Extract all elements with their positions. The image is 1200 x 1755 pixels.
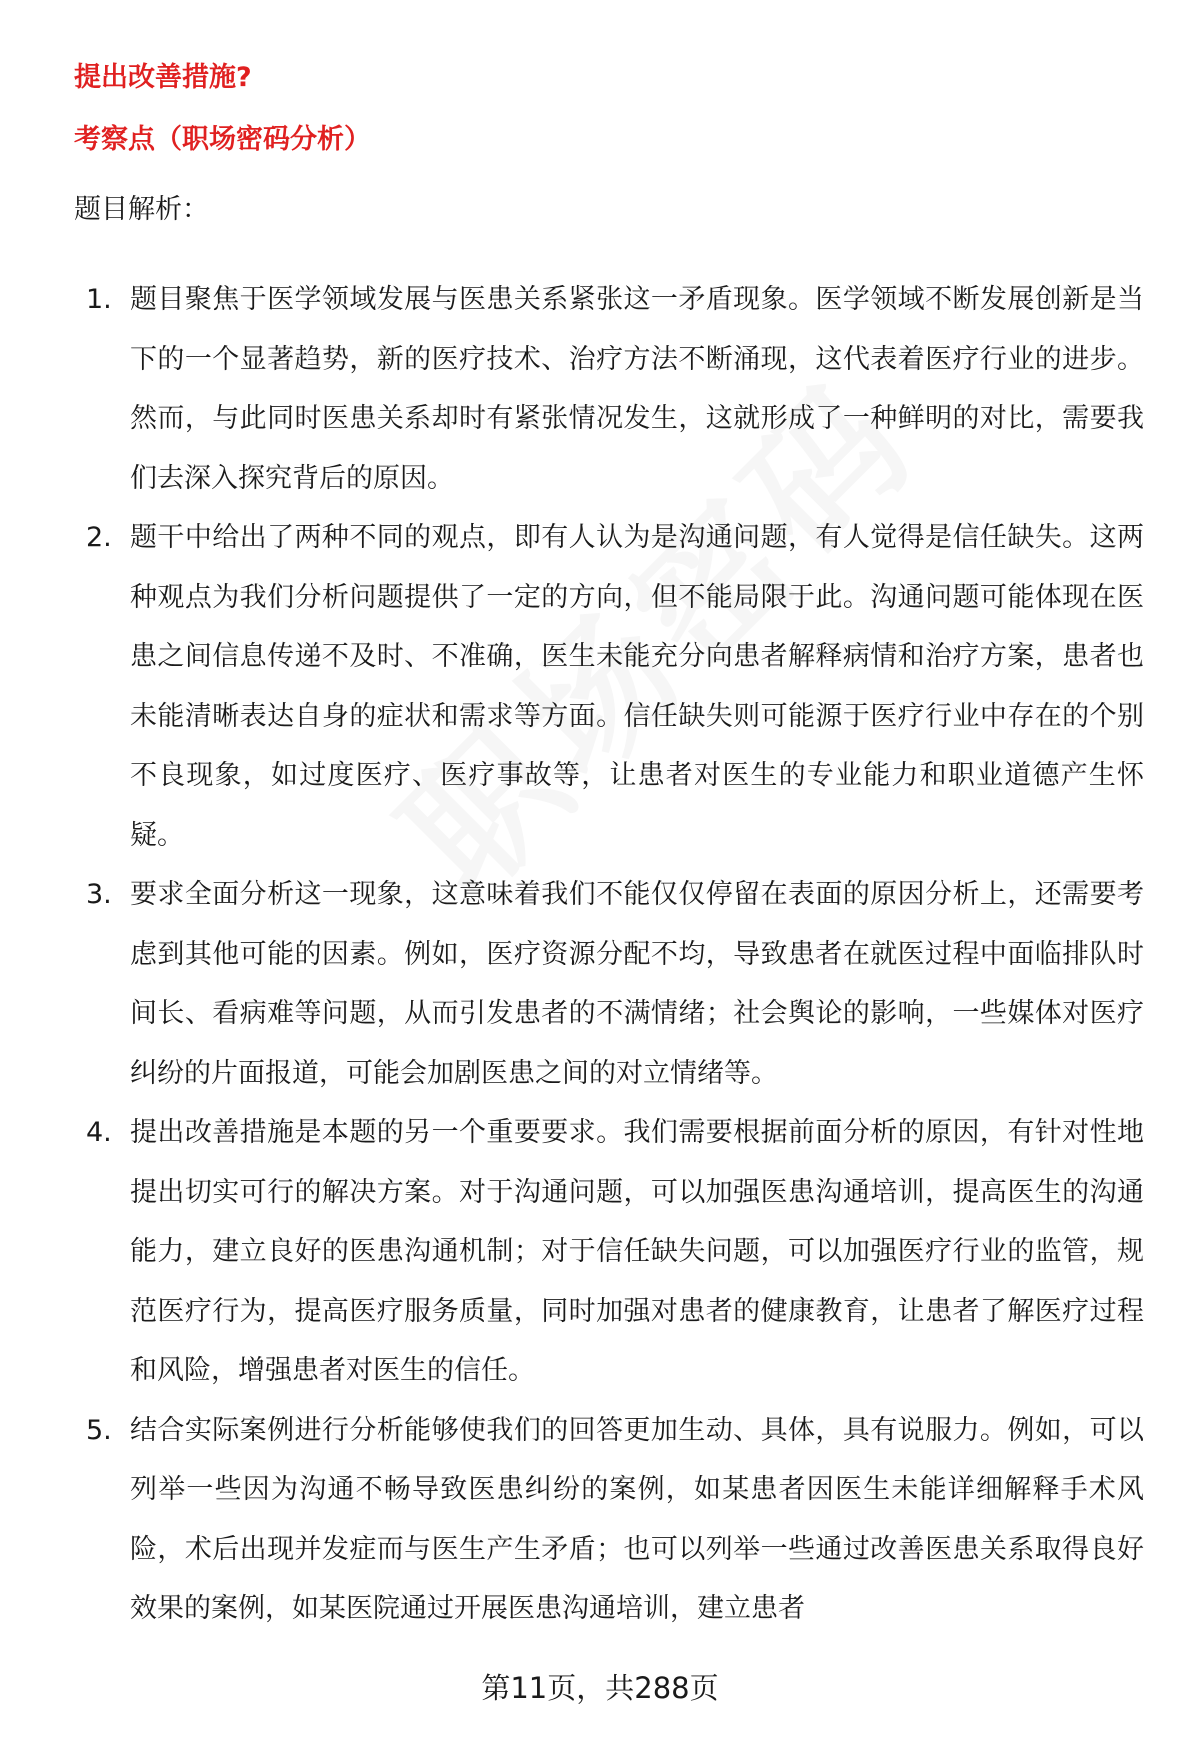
page-number-footer: 第11页，共288页 xyxy=(481,1671,719,1705)
list-item xyxy=(74,1103,1144,1401)
list-item-number: 4. xyxy=(86,1117,112,1148)
list-item xyxy=(74,1401,1144,1639)
question-title: 提出改善措施? xyxy=(74,62,252,93)
analysis-label: 题目解析： xyxy=(74,194,209,225)
list-item-number: 1. xyxy=(86,284,112,315)
list-item-text: 题干中给出了两种不同的观点，即有人认为是沟通问题，有人觉得是信任缺失。这两种观点为我们分析问题提供了一定的方向，但不能局限于此。沟通问题可能体现在医患之间信息传递不及时、不准确，医生未能充分向患者解释病情和治疗方案，患者也未能清晰表达自身的症状和需求等方面。信任缺失则可能源于医疗行业中存在的个别不良现象，如过度医疗、医疗事故等，让患者对医生的专业能力和职业道德产生怀疑。 xyxy=(130,522,1144,851)
list-item-number: 2. xyxy=(86,522,112,553)
analysis-list xyxy=(74,270,1144,1639)
list-item-text: 要求全面分析这一现象，这意味着我们不能仅仅停留在表面的原因分析上，还需要考虑到其他可能的因素。例如，医疗资源分配不均，导致患者在就医过程中面临排队时间长、看病难等问题，从而引发患者的不满情绪；社会舆论的影响，一些媒体对医疗纠纷的片面报道，可能会加剧医患之间的对立情绪等。 xyxy=(130,879,1144,1089)
list-item xyxy=(74,865,1144,1103)
list-item-text: 题目聚焦于医学领域发展与医患关系紧张这一矛盾现象。医学领域不断发展创新是当下的一个显著趋势，新的医疗技术、治疗方法不断涌现，这代表着医疗行业的进步。然而，与此同时医患关系却时有紧张情况发生，这就形成了一种鲜明的对比，需要我们去深入探究背后的原因。 xyxy=(130,284,1144,494)
document-page xyxy=(74,58,1144,1639)
list-item xyxy=(74,508,1144,865)
list-item-text: 提出改善措施是本题的另一个重要要求。我们需要根据前面分析的原因，有针对性地提出切实可行的解决方案。对于沟通问题，可以加强医患沟通培训，提高医生的沟通能力，建立良好的医患沟通机制；对于信任缺失问题，可以加强医疗行业的监管，规范医疗行为，提高医疗服务质量，同时加强对患者的健康教育，让患者了解医疗过程和风险，增强患者对医生的信任。 xyxy=(130,1117,1144,1386)
list-item-text: 结合实际案例进行分析能够使我们的回答更加生动、具体，具有说服力。例如，可以列举一些因为沟通不畅导致医患纠纷的案例，如某患者因医生未能详细解释手术风险，术后出现并发症而与医生产生矛盾；也可以列举一些通过改善医患关系取得良好效果的案例，如某医院通过开展医患沟通培训，建立患者 xyxy=(130,1414,1144,1624)
list-item-number: 3. xyxy=(86,879,112,910)
exam-point-heading: 考察点（职场密码分析） xyxy=(74,124,371,155)
list-item xyxy=(74,270,1144,508)
list-item-number: 5. xyxy=(86,1414,112,1446)
